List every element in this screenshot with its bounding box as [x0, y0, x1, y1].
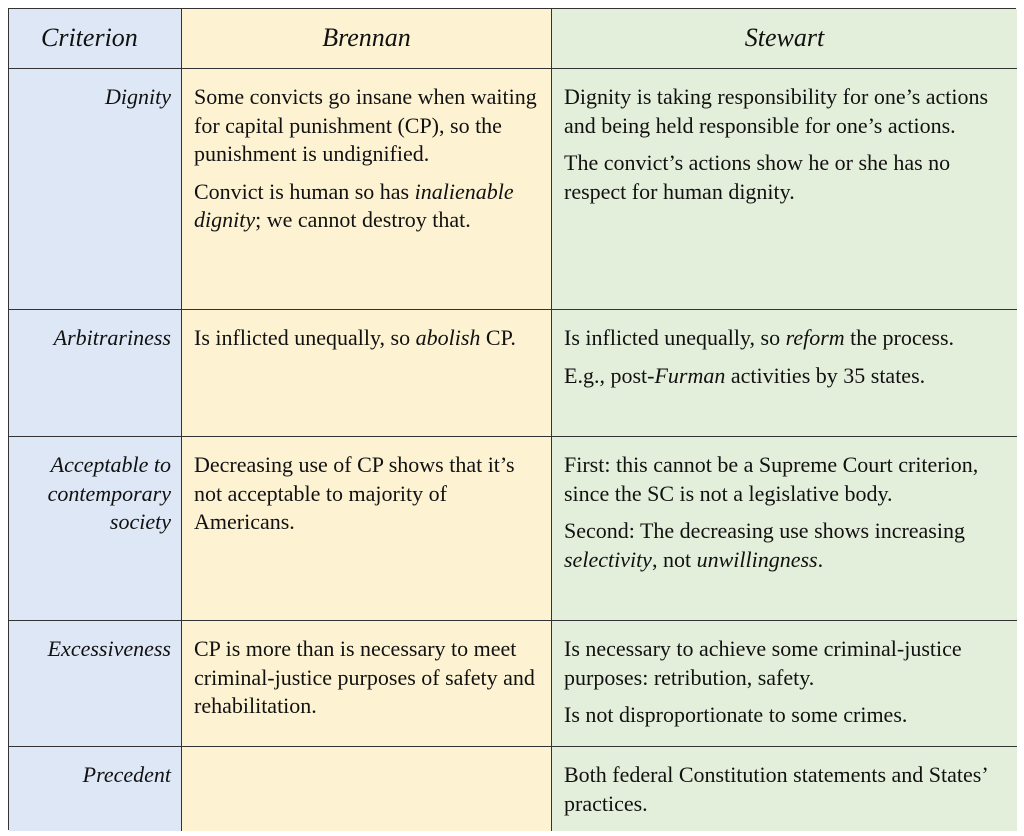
body-text: E.g., post- [564, 362, 655, 388]
stewart-paragraph [564, 701, 1005, 730]
stewart-paragraph [564, 517, 1005, 574]
stewart-paragraph [564, 451, 1005, 508]
body-text: Both federal Constitution statements and States’ practices. [564, 762, 988, 816]
brennan-cell-excessiveness [182, 621, 552, 747]
brennan-paragraph [194, 635, 539, 721]
stewart-cell-arbitrariness [552, 310, 1017, 437]
body-text: CP is more than is necessary to meet criminal-justice purposes of safety and rehabilitation. [194, 636, 535, 718]
header-brennan: Brennan [182, 9, 552, 69]
emphasis-text: abolish [415, 325, 481, 350]
criterion-acceptable-to-contemporary-society: Acceptable to contemporary society [9, 437, 182, 621]
stewart-paragraph [564, 324, 1005, 353]
emphasis-text: Furman [654, 362, 726, 388]
brennan-paragraph [194, 324, 539, 353]
brennan-cell-dignity [182, 69, 552, 310]
body-text: , not [651, 546, 697, 572]
body-text: the process. [844, 325, 955, 350]
brennan-cell-arbitrariness [182, 310, 552, 437]
brennan-paragraph [194, 83, 539, 169]
stewart-cell-dignity [552, 69, 1017, 310]
body-text: Second: The decreasing use shows increasing [564, 518, 965, 543]
stewart-cell-acceptable-to-contemporary-society [552, 437, 1017, 621]
criterion-dignity: Dignity [9, 69, 182, 310]
comparison-table [8, 8, 1016, 830]
criterion-precedent: Precedent [9, 747, 182, 831]
body-text: CP. [480, 325, 516, 350]
body-text: Decreasing use of CP shows that it’s not acceptable to majority of Americans. [194, 452, 515, 534]
stewart-cell-precedent [552, 747, 1017, 831]
brennan-paragraph [194, 451, 539, 537]
body-text: First: this cannot be a Supreme Court criterion, since the SC is not a legislative body. [564, 452, 979, 506]
criterion-arbitrariness: Arbitrariness [9, 310, 182, 437]
emphasis-text: reform [785, 325, 845, 350]
emphasis-text: unwillingness [696, 546, 818, 572]
criterion-excessiveness: Excessiveness [9, 621, 182, 747]
emphasis-text: inalienable dignity [194, 178, 514, 232]
body-text: Is necessary to achieve some criminal-justice purposes: retribution, safety. [564, 636, 962, 690]
body-text: Convict is human so has [194, 178, 415, 204]
body-text: activities by 35 states. [725, 362, 926, 388]
body-text: ; we cannot destroy that. [255, 207, 471, 232]
stewart-paragraph [564, 149, 1005, 206]
body-text: Some convicts go insane when waiting for capital punishment (CP), so the punishment is undignified. [194, 84, 537, 166]
brennan-cell-acceptable-to-contemporary-society [182, 437, 552, 621]
body-text: Is inflicted unequally, so [564, 325, 786, 350]
header-criterion: Criterion [9, 9, 182, 69]
emphasis-text: selectivity [564, 546, 652, 572]
body-text: The convict’s actions show he or she has no respect for human dignity. [564, 150, 951, 204]
stewart-cell-excessiveness [552, 621, 1017, 747]
brennan-paragraph [194, 178, 539, 235]
body-text: . [817, 546, 824, 572]
body-text: Is inflicted unequally, so [194, 325, 416, 350]
brennan-cell-precedent [182, 747, 552, 831]
header-stewart: Stewart [552, 9, 1017, 69]
stewart-paragraph [564, 83, 1005, 140]
stewart-paragraph [564, 635, 1005, 692]
body-text: Is not disproportionate to some crimes. [564, 702, 908, 727]
body-text: Dignity is taking responsibility for one’s actions and being held responsible for one’s actions. [564, 84, 989, 138]
stewart-paragraph [564, 362, 1005, 391]
stewart-paragraph [564, 761, 1005, 818]
